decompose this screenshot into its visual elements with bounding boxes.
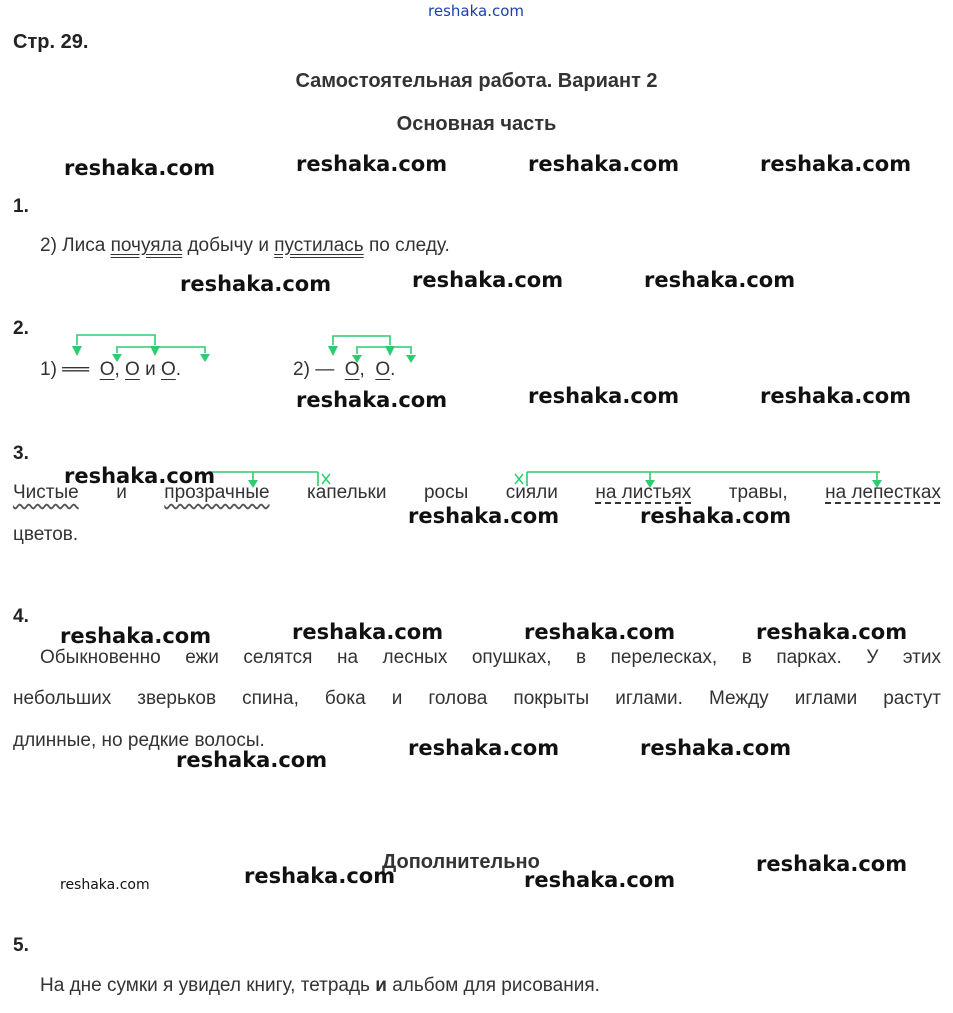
period: . [175, 359, 182, 380]
watermark: reshaka.com [292, 620, 444, 644]
watermark-small: reshaka.com [60, 877, 150, 893]
subject-mark: — [315, 359, 335, 380]
watermark: reshaka.com [176, 748, 328, 772]
watermark: reshaka.com [644, 268, 796, 292]
task-5-number: 5. [13, 935, 29, 956]
homogeneous-member: О [99, 359, 115, 380]
conjunction: и [116, 482, 127, 503]
watermark: reshaka.com [640, 736, 792, 760]
task-3-line-2: цветов. [13, 524, 79, 545]
scheme-number: 2) [293, 359, 310, 380]
homogeneous-member: О [161, 359, 176, 380]
word: росы [423, 482, 469, 503]
word: травы, [728, 482, 788, 503]
watermark: reshaka.com [64, 156, 216, 180]
comma: , [114, 359, 120, 380]
watermark: reshaka.com [524, 620, 676, 644]
modifier-word: Чистые [13, 482, 79, 503]
adverbial-phrase: на лепестках [825, 482, 941, 503]
watermark: reshaka.com [760, 384, 912, 408]
task-4-line-1: Обыкновенно ежи селятся на лесных опушках, в перелесках, в парках. У этих [40, 647, 941, 668]
task-2-number: 2. [13, 318, 29, 339]
task-5-sentence [40, 975, 600, 997]
watermark: reshaka.com [180, 272, 332, 296]
page-title: Самостоятельная работа. Вариант 2 [295, 70, 658, 92]
conjunction: и [375, 975, 387, 996]
homogeneous-member: О [375, 359, 391, 380]
homogeneous-member: О [125, 359, 140, 380]
watermark: reshaka.com [524, 868, 676, 892]
modifier-word: прозрачные [164, 482, 270, 503]
task-3-line-1 [13, 482, 941, 504]
predicate-word: сияли [505, 482, 558, 503]
watermark: reshaka.com [64, 464, 216, 488]
additional-heading: Дополнительно [382, 851, 540, 873]
watermark: reshaka.com [296, 388, 448, 412]
task-1-mid: добычу и [182, 235, 275, 256]
adverbial-phrase: на листьях [595, 482, 692, 503]
watermark: reshaka.com [528, 384, 680, 408]
task-4-line-3: длинные, но редкие волосы. [13, 730, 265, 751]
watermark: reshaka.com [296, 152, 448, 176]
predicate-word: пустилась [274, 235, 364, 256]
watermark-top: reshaka.com [428, 2, 524, 20]
task-3-number: 3. [13, 443, 29, 464]
task-1-prefix: 2) Лиса [40, 235, 111, 256]
task-5-part-2: альбом для рисования. [386, 975, 600, 996]
homogeneous-member: О [344, 359, 360, 380]
page-label: Стр. 29. [13, 31, 89, 53]
task-4-line-2: небольших зверьков спина, бока и голова покрыты иглами. Между иглами растут [13, 688, 941, 709]
section-subtitle: Основная часть [396, 113, 557, 135]
watermark: reshaka.com [756, 852, 908, 876]
comma: , [359, 359, 365, 380]
subject-word: капельки [307, 482, 387, 503]
subject-mark: ══ [62, 359, 90, 380]
watermark: reshaka.com [756, 620, 908, 644]
watermark: reshaka.com [640, 504, 792, 528]
task-1-number: 1. [13, 196, 29, 217]
conjunction: и [145, 359, 156, 380]
predicate-word: почуяла [110, 235, 183, 256]
watermark: reshaka.com [408, 504, 560, 528]
task-1-tail: по следу. [363, 235, 450, 256]
watermark: reshaka.com [60, 624, 212, 648]
watermark: reshaka.com [408, 736, 560, 760]
scheme-number: 1) [40, 359, 57, 380]
task-5-part-1: На дне сумки я увидел книгу, тетрадь [40, 975, 376, 996]
watermark: reshaka.com [412, 268, 564, 292]
period: . [390, 359, 396, 380]
task-4-number: 4. [13, 606, 29, 627]
watermark: reshaka.com [244, 864, 396, 888]
watermark: reshaka.com [760, 152, 912, 176]
watermark: reshaka.com [528, 152, 680, 176]
